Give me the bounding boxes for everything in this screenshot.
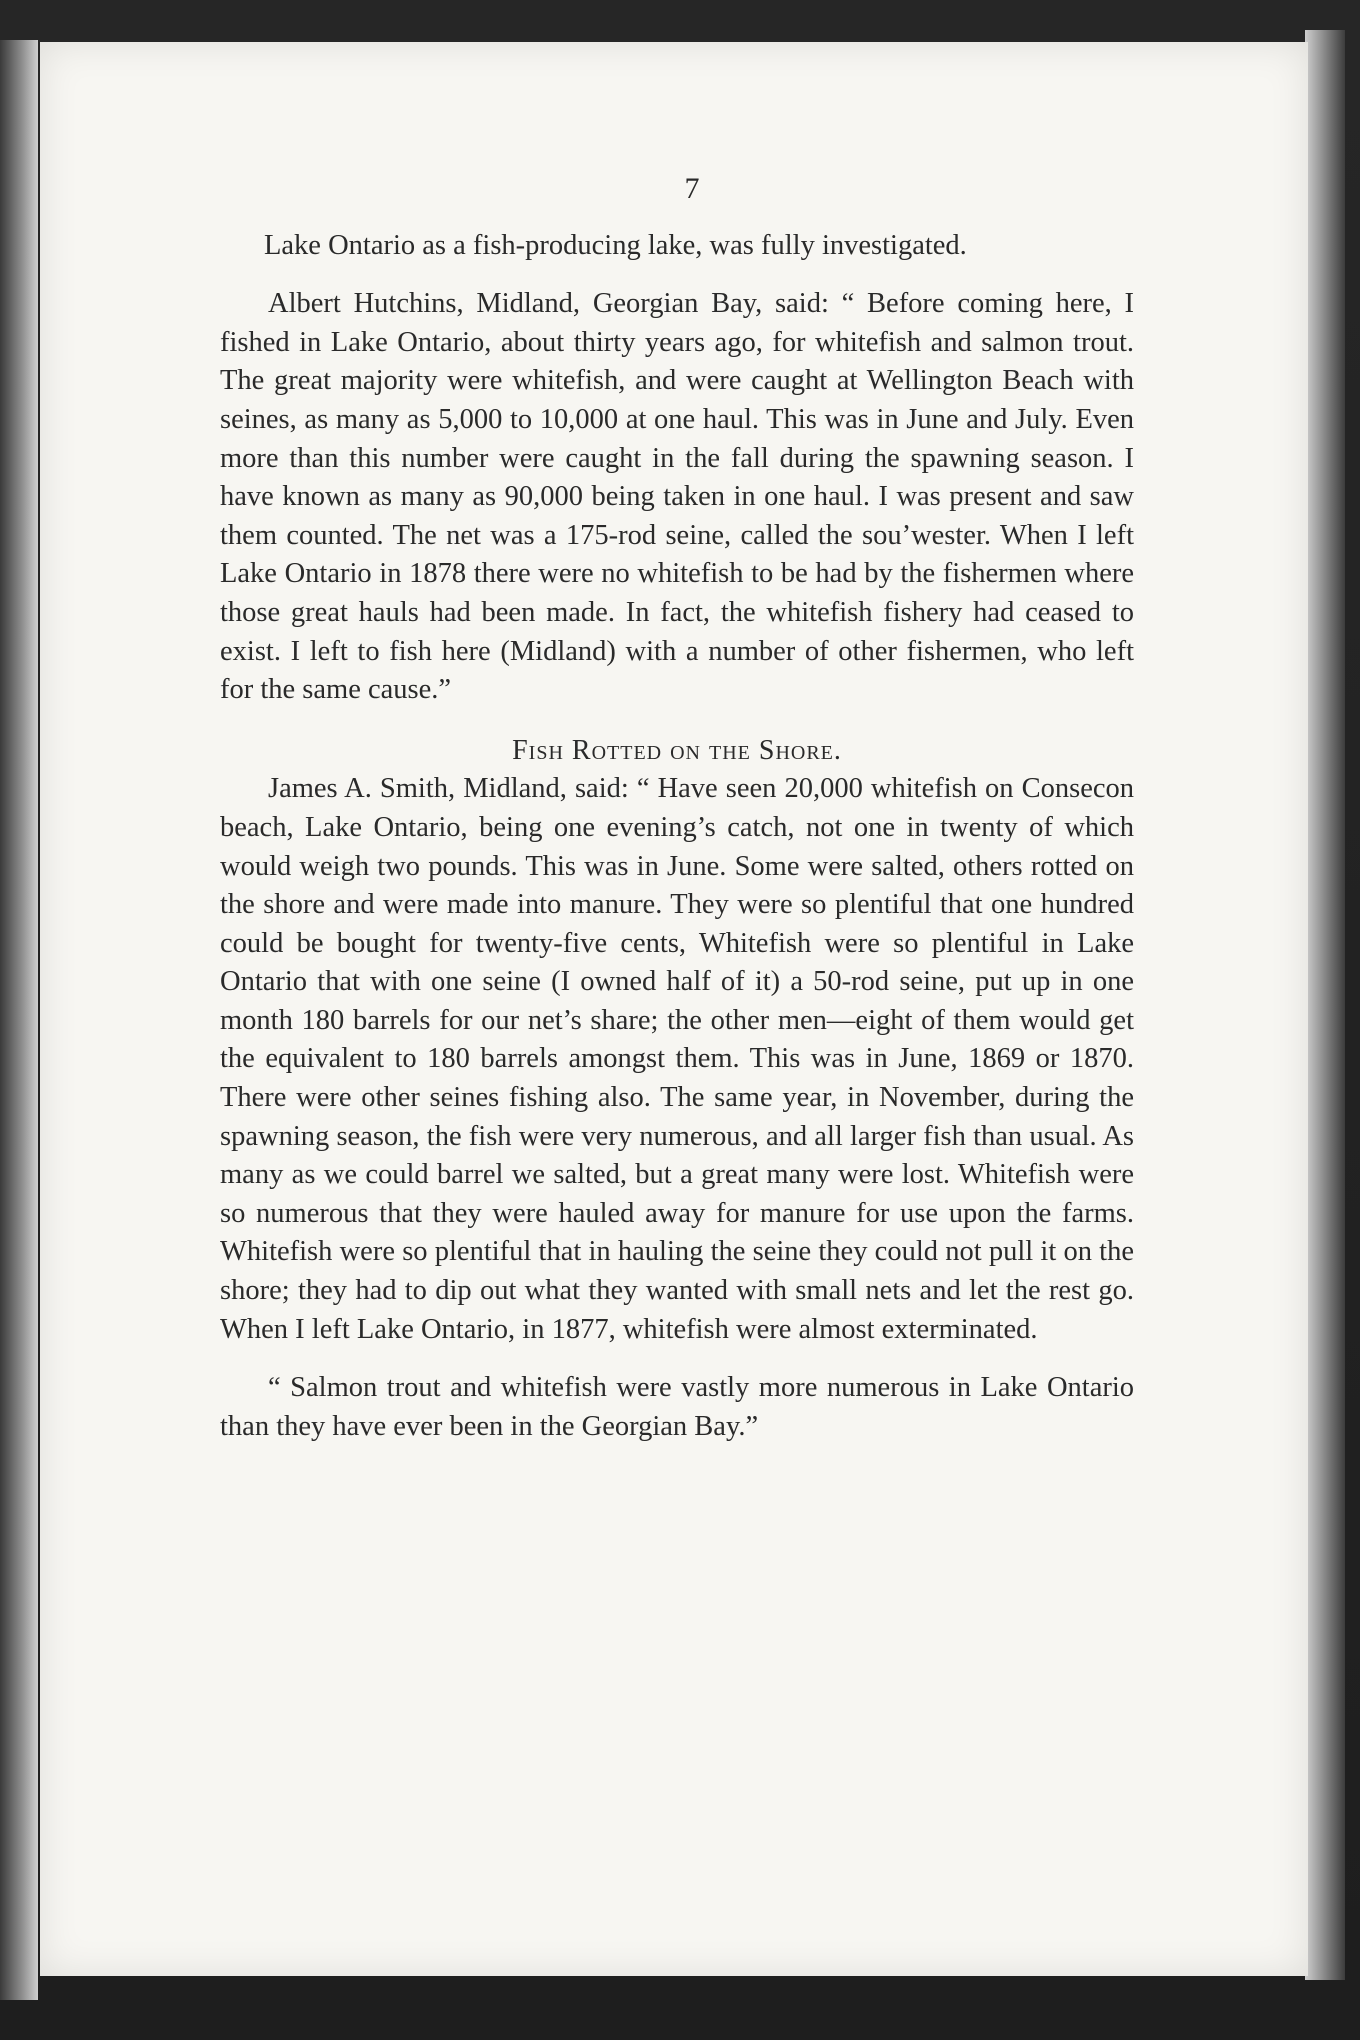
- paragraph: James A. Smith, Midland, said: “ Have seen 20,000 whitefish on Consecon beach, Lake Ontario, being one evening’s catch, not one in twenty of which would weigh two pounds. This was in June. Some were salted, others rotted on the shore and were made into manure. They were so plentiful that one hundred could be bought for twenty-five cents, Whitefish were so plentiful in Lake Ontario that with one seine (I owned half of it) a 50-rod seine, put up in one month 180 barrels for our net’s share; the other men—eight of them would get the equivalent to 180 barrels amongst them. This was in June, 1869 or 1870. There were other seines fishing also. The same year, in November, during the spawning season, the fish were very numerous, and all larger fish than usual. As many as we could barrel we salted, but a great many were lost. Whitefish were so numerous that they were hauled away for manure for use upon the farms. Whitefish were so plentiful that in hauling the seine they could not pull it on the shore; they had to dip out what they wanted with small nets and let the rest go. When I left Lake Ontario, in 1877, whitefish were almost exterminated.: [220, 773, 1134, 1345]
- paragraph: “ Salmon trout and whitefish were vastly more numerous in Lake Ontario than they have ever been in the Georgian Bay.”: [220, 1372, 1134, 1442]
- paragraph: Lake Ontario as a fish-producing lake, was fully investigated.: [264, 229, 967, 261]
- paragraph: Albert Hutchins, Midland, Georgian Bay, said: “ Before coming here, I fished in Lake Ontario, about thirty years ago, for whitefish and salmon trout. The great majority were whitefish, and were caught at Wellington Beach with seines, as many as 5,000 to 10,000 at one haul. This was in June and July. Even more than this number were caught in the fall during the spawning season. I have known as many as 90,000 being taken in one haul. I was present and saw them counted. The net was a 175-rod seine, called the sou’wester. When I left Lake Ontario in 1878 there were no whitefish to be had by the fishermen where those great hauls had been made. In fact, the whitefish fishery had ceased to exist. I left to fish here (Midland) with a number of other fishermen, who left for the same cause.”: [220, 288, 1134, 706]
- book-page: [40, 42, 1308, 1976]
- page-text: [220, 170, 1134, 1446]
- binding-edge: [0, 40, 38, 2000]
- section-heading: Fish Rotted on the Shore.: [512, 734, 842, 766]
- page-edge: [1305, 30, 1345, 1980]
- page-number: 7: [684, 172, 700, 205]
